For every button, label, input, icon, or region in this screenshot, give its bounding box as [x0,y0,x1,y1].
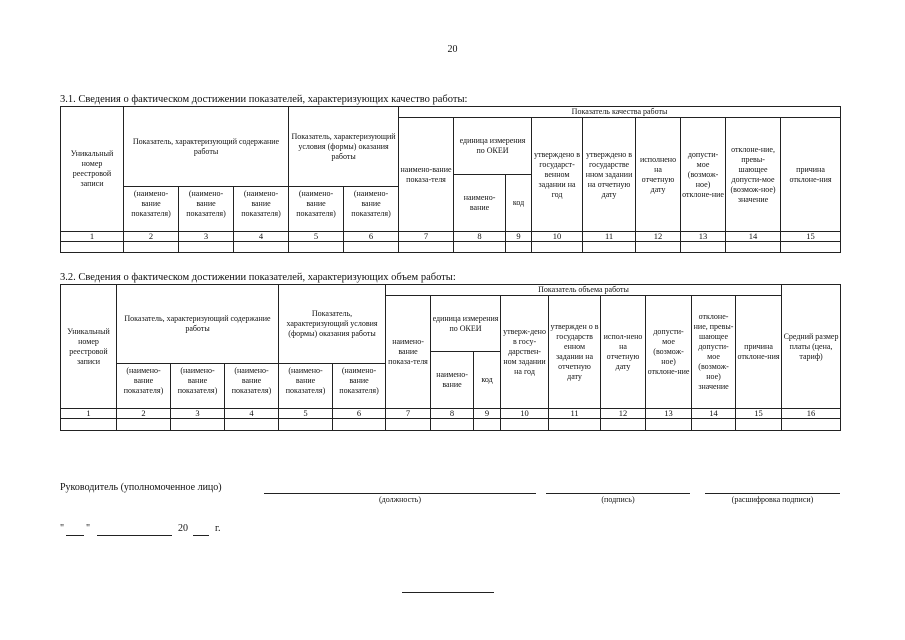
empty-cell[interactable] [179,242,234,253]
decode-line[interactable] [705,493,840,494]
column-number: 14 [726,232,781,242]
header-indicator-name: наимено-вание показа-теля [386,296,431,409]
header-allowed-deviation: допусти-мое (возмож-ное) отклоне-ние [646,296,692,409]
column-number: 11 [549,409,601,419]
column-number: 2 [124,232,179,242]
empty-cell[interactable] [692,419,736,431]
section-3-1-title: 3.1. Сведения о фактическом достижении показателей, характеризующих качество работы: [60,94,468,105]
sub-indicator-name: (наимено-вание показателя) [225,364,279,409]
header-allowed-deviation: допусти-мое (возмож-ное) отклоне-ние [681,118,726,232]
date-year-prefix: 20 [178,523,188,534]
date-month-line[interactable] [97,535,172,536]
column-number: 4 [225,409,279,419]
header-unique-number: Уникальный номер реестровой записи [61,107,124,232]
section-3-2-title: 3.2. Сведения о фактическом достижении показателей, характеризующих объем работы: [60,272,456,283]
empty-cell[interactable] [781,242,841,253]
header-indicator-name: наимено-вание показа-теля [399,118,454,232]
empty-cell[interactable] [399,242,454,253]
header-average-price: Средний размер платы (цена, тариф) [782,285,841,409]
table-row [61,419,841,431]
empty-cell[interactable] [782,419,841,431]
header-content: Показатель, характеризующий содержание работы [117,285,279,364]
empty-cell[interactable] [601,419,646,431]
header-unit: единица измерения по ОКЕИ [454,118,532,175]
header-approved-year: утверждено в государст-венном задании на год [532,118,583,232]
column-number: 12 [601,409,646,419]
empty-cell[interactable] [681,242,726,253]
header-approved-date: утвержден о в государств енном задании на отчетную дату [549,296,601,409]
column-number: 5 [279,409,333,419]
signature-caption: (подпись) [601,495,635,504]
empty-cell[interactable] [506,242,532,253]
empty-cell[interactable] [234,242,289,253]
empty-cell[interactable] [532,242,583,253]
column-number: 10 [501,409,549,419]
volume-table [60,284,841,431]
position-line[interactable] [264,493,536,494]
sub-indicator-name: (наимено-вание показателя) [279,364,333,409]
empty-cell[interactable] [726,242,781,253]
empty-cell[interactable] [583,242,636,253]
date-year-line[interactable] [193,535,209,536]
empty-cell[interactable] [117,419,171,431]
sub-indicator-name: (наимено-вание показателя) [333,364,386,409]
head-label: Руководитель (уполномоченное лицо) [60,482,222,493]
empty-cell[interactable] [386,419,431,431]
header-deviation-reason: причина отклоне-ния [781,118,841,232]
date-quote-close: " [86,523,91,534]
header-unit-code: код [506,175,532,232]
column-number: 10 [532,232,583,242]
empty-cell[interactable] [501,419,549,431]
sub-indicator-name: (наимено-вание показателя) [171,364,225,409]
column-number: 2 [117,409,171,419]
quality-table [60,106,841,253]
header-quality-indicator: Показатель качества работы [399,107,841,118]
column-number: 4 [234,232,289,242]
column-number: 15 [736,409,782,419]
empty-cell[interactable] [344,242,399,253]
column-number: 3 [171,409,225,419]
column-number: 15 [781,232,841,242]
empty-cell[interactable] [225,419,279,431]
empty-cell[interactable] [61,242,124,253]
date-day-line[interactable] [66,535,84,536]
column-number: 7 [399,232,454,242]
footnote-separator [402,592,494,593]
header-approved-year: утверж-дено в госу-дарствен-ном задании на год [501,296,549,409]
column-number: 13 [681,232,726,242]
column-number: 16 [782,409,841,419]
sub-indicator-name: (наимено-вание показателя) [234,187,289,232]
empty-cell[interactable] [124,242,179,253]
decode-caption: (расшифровка подписи) [731,495,814,504]
signature-line[interactable] [546,493,690,494]
column-number: 9 [474,409,501,419]
header-unit: единица измерения по ОКЕИ [431,296,501,352]
header-executed: испол-нено на отчетную дату [601,296,646,409]
column-number: 14 [692,409,736,419]
empty-cell[interactable] [431,419,474,431]
column-number: 5 [289,232,344,242]
empty-cell[interactable] [454,242,506,253]
header-unit-code: код [474,352,501,409]
header-deviation-reason: причина отклоне-ния [736,296,782,409]
empty-cell[interactable] [636,242,681,253]
empty-cell[interactable] [61,419,117,431]
page-number: 20 [447,44,458,55]
column-number: 3 [179,232,234,242]
header-unit-name: наимено-вание [431,352,474,409]
empty-cell[interactable] [279,419,333,431]
column-number: 1 [61,232,124,242]
table-row [61,242,841,253]
column-number: 11 [583,232,636,242]
header-exceeding-deviation: отклоне-ние, превы-шающее допусти-мое (возмож-ное) значение [726,118,781,232]
column-number: 8 [454,232,506,242]
header-volume-indicator: Показатель объема работы [386,285,782,296]
header-content: Показатель, характеризующий содержание работы [124,107,289,187]
header-conditions: Показатель, характеризующий условия (формы) оказания работы [289,107,399,187]
column-number: 9 [506,232,532,242]
sub-indicator-name: (наимено-вание показателя) [179,187,234,232]
empty-cell[interactable] [289,242,344,253]
column-number: 6 [344,232,399,242]
empty-cell[interactable] [736,419,782,431]
empty-cell[interactable] [171,419,225,431]
empty-cell[interactable] [646,419,692,431]
sub-indicator-name: (наимено-вание показателя) [124,187,179,232]
column-number: 12 [636,232,681,242]
header-unique-number: Уникальный номер реестровой записи [61,285,117,409]
empty-cell[interactable] [549,419,601,431]
header-executed: исполнено на отчетную дату [636,118,681,232]
header-conditions: Показатель, характеризующий условия (формы) оказания работы [279,285,386,364]
empty-cell[interactable] [333,419,386,431]
sub-indicator-name: (наимено-вание показателя) [344,187,399,232]
column-number: 13 [646,409,692,419]
column-number: 1 [61,409,117,419]
header-exceeding-deviation: отклоне-ние, превы-шающее допусти-мое (возмож-ное) значение [692,296,736,409]
column-number: 8 [431,409,474,419]
header-approved-date: утверждено в государстве нном задании на отчетную дату [583,118,636,232]
column-number: 6 [333,409,386,419]
position-caption: (должность) [379,495,421,504]
column-number: 7 [386,409,431,419]
date-year-suffix: г. [215,523,221,534]
empty-cell[interactable] [474,419,501,431]
sub-indicator-name: (наимено-вание показателя) [289,187,344,232]
sub-indicator-name: (наимено-вание показателя) [117,364,171,409]
header-unit-name: наимено-вание [454,175,506,232]
date-quote-open: " [60,523,65,534]
